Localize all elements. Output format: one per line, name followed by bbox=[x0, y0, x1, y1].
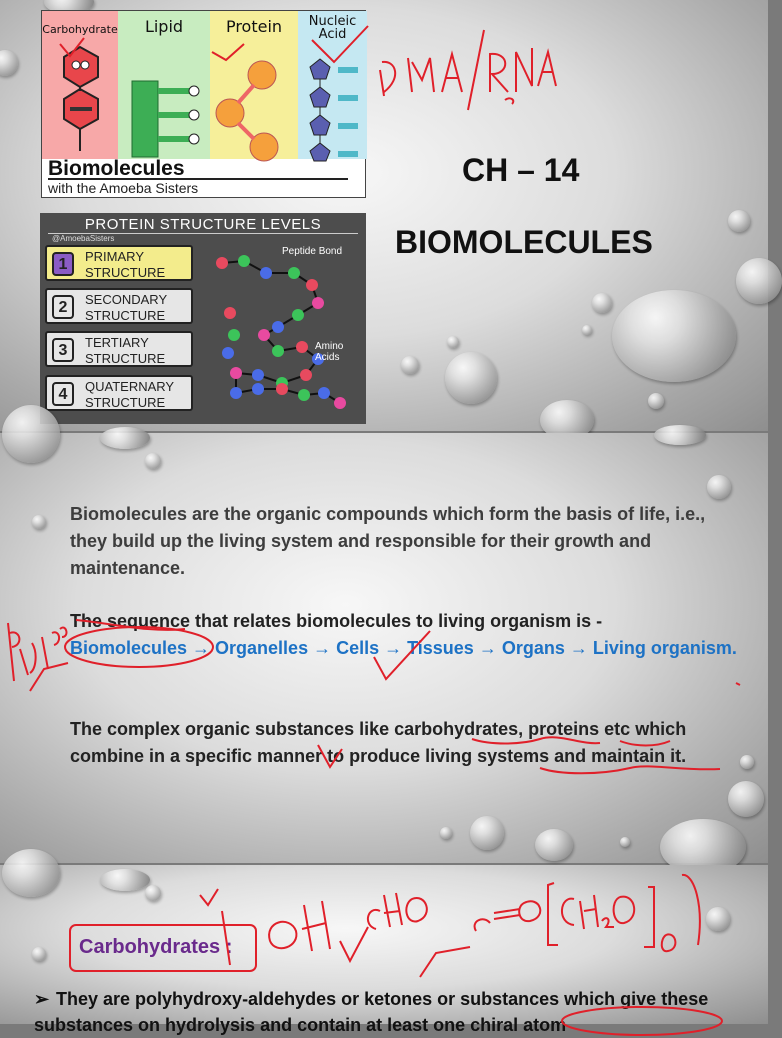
definition-paragraph: Biomolecules are the organic compounds which form the basis of life, i.e., they build up the living system and responsible for their growth and maintenance. bbox=[70, 504, 706, 578]
water-drop bbox=[145, 453, 161, 469]
carbohydrate-label: Carbohydrate bbox=[42, 23, 118, 36]
water-drop bbox=[401, 356, 419, 374]
amino-acids-label: Amino Acids bbox=[315, 341, 344, 363]
water-drop bbox=[648, 393, 664, 409]
level-number: 1 bbox=[52, 252, 74, 276]
slide-1 bbox=[0, 0, 768, 431]
lipid-label: Lipid bbox=[144, 17, 184, 36]
sequence-chain: Biomolecules → Organelles → Cells → Tissues → Organs → Living organism. bbox=[70, 638, 737, 658]
slide-3 bbox=[0, 865, 768, 1035]
slide-2 bbox=[0, 433, 768, 863]
protein-structure-heading: PROTEIN STRUCTURE LEVELS bbox=[84, 216, 322, 233]
water-drop bbox=[2, 405, 60, 463]
water-drop bbox=[728, 781, 764, 817]
carbohydrate-column bbox=[42, 11, 118, 159]
credit-text: @AmoebaSisters bbox=[52, 234, 115, 243]
water-drop bbox=[447, 336, 459, 348]
level-secondary bbox=[45, 288, 193, 324]
slide-title: BIOMOLECULES bbox=[395, 224, 653, 260]
water-drop bbox=[592, 293, 612, 313]
water-drop bbox=[445, 352, 497, 404]
water-drop bbox=[32, 947, 46, 961]
level-label: PRIMARY STRUCTURE bbox=[85, 249, 166, 280]
level-number: 2 bbox=[52, 295, 74, 319]
thumbnail-title: Biomolecules bbox=[48, 157, 185, 180]
water-drop bbox=[654, 425, 706, 445]
chapter-number: CH – 14 bbox=[462, 152, 580, 188]
level-quaternary bbox=[45, 375, 193, 411]
level-label: SECONDARY STRUCTURE bbox=[85, 292, 167, 323]
carbohydrate-illustration bbox=[42, 11, 118, 159]
nucleic-acid-illustration bbox=[298, 11, 367, 159]
water-drop bbox=[100, 869, 150, 891]
water-drop bbox=[100, 427, 150, 449]
water-drop bbox=[582, 325, 592, 335]
carbohydrates-heading: Carbohydrates : bbox=[79, 936, 233, 958]
level-number: 4 bbox=[52, 382, 74, 406]
sequence-intro: The sequence that relates biomolecules to living organism is - bbox=[70, 611, 603, 631]
protein-column bbox=[210, 11, 298, 159]
level-label: QUATERNARY STRUCTURE bbox=[85, 379, 174, 410]
thumbnail-subtitle: with the Amoeba Sisters bbox=[48, 180, 199, 196]
water-drop bbox=[612, 290, 736, 382]
level-label: TERTIARY STRUCTURE bbox=[85, 335, 166, 366]
water-drop bbox=[620, 837, 630, 847]
protein-illustration bbox=[210, 11, 298, 159]
biomolecules-thumbnail bbox=[41, 10, 366, 198]
water-drop bbox=[535, 829, 573, 861]
bullet-text: They are polyhydroxy-aldehydes or ketones or substances which give these substances on hydrolysis and contain at least one chiral atom bbox=[34, 989, 709, 1035]
water-drop bbox=[706, 907, 730, 931]
water-drop bbox=[728, 210, 750, 232]
carbohydrates-bullet bbox=[34, 986, 764, 1038]
lipid-column bbox=[118, 11, 210, 159]
level-primary bbox=[45, 245, 193, 281]
water-drop bbox=[707, 475, 731, 499]
arrow-bullet-icon: ➢ bbox=[34, 989, 50, 1009]
water-drop bbox=[145, 885, 161, 901]
water-drop bbox=[736, 258, 782, 304]
sequence-paragraph bbox=[70, 608, 740, 662]
level-tertiary bbox=[45, 331, 193, 367]
level-number: 3 bbox=[52, 338, 74, 362]
water-drop bbox=[440, 827, 452, 839]
water-drop bbox=[0, 50, 18, 76]
lipid-illustration bbox=[118, 11, 210, 159]
protein-structure-thumbnail bbox=[40, 213, 366, 424]
water-drop bbox=[32, 515, 46, 529]
nucleic-acid-label: Nucleic Acid bbox=[308, 14, 357, 42]
complex-substances-paragraph: The complex organic substances like carbohydrates, proteins etc which combine in a specific manner to produce living systems and maintain it. bbox=[70, 719, 687, 766]
amino-acid-chain-illustration bbox=[206, 243, 366, 423]
water-drop bbox=[2, 849, 60, 897]
protein-label: Protein bbox=[225, 17, 283, 36]
peptide-bond-label: Peptide Bond bbox=[282, 246, 343, 257]
water-drop bbox=[470, 816, 504, 850]
nucleic-acid-column bbox=[298, 11, 367, 159]
water-drop bbox=[740, 755, 754, 769]
